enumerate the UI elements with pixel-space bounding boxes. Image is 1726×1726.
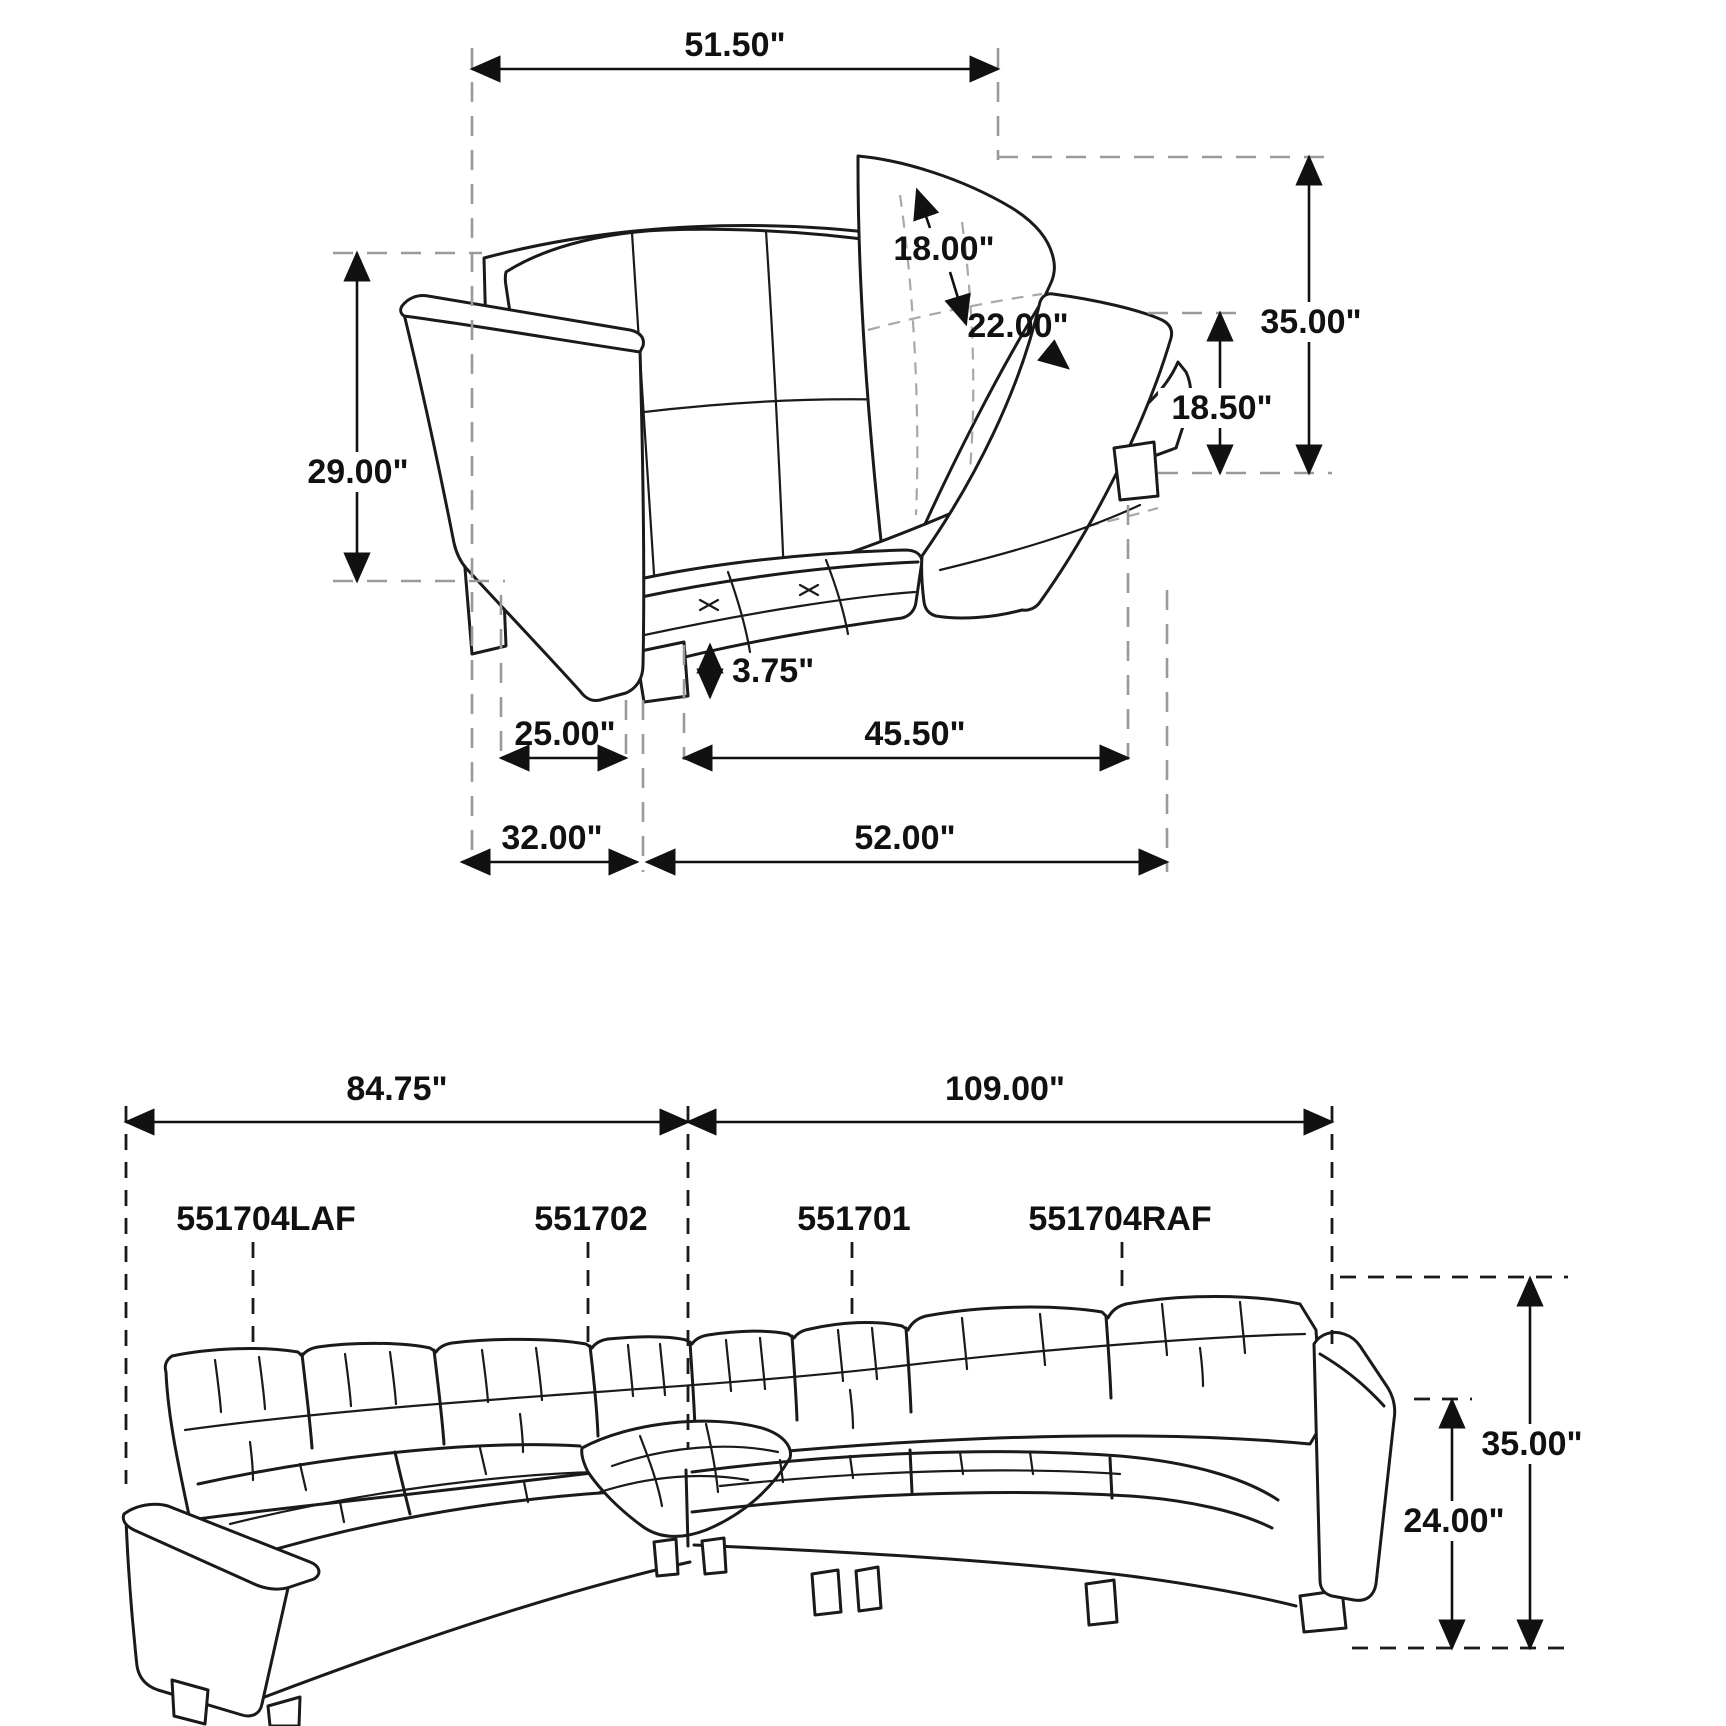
dim-right-width [688,1070,1332,1122]
dim-bottom-left [462,819,637,862]
sku-label-raf: 551704RAF [1028,1200,1212,1238]
sectional-leg [812,1570,841,1615]
dim-label-leg-height: 3.75" [732,652,815,690]
dim-arm-height [296,253,418,581]
sku-label-armless-1: 551702 [534,1200,648,1238]
dim-label-total-height: 35.00" [1260,303,1362,341]
dim-front-left [501,715,626,758]
loveseat-view [296,26,1374,872]
sectional-leg [654,1539,678,1576]
dim-label-right-width: 109.00" [944,1070,1066,1108]
dim-label-front-right: 45.50" [864,715,966,753]
sectional-leg [268,1697,300,1726]
dim-left-width [126,1070,688,1122]
dim-bottom-right [647,819,1167,862]
loveseat-drawing [401,156,1191,702]
dim-label-width-top: 51.50" [684,26,786,64]
dim-label-seat-depth: 22.00" [967,307,1069,345]
dim-leg-height [710,645,814,697]
dim-label-arm-height: 29.00" [307,453,409,491]
sectional-arm-right [1314,1332,1395,1600]
sofa-arm-left [404,314,644,701]
dim-label-back-cushion: 18.00" [893,230,995,268]
dim-label-seat-height: 18.50" [1171,389,1273,427]
sofa-leg [1114,442,1158,500]
dim-label-bottom-right: 52.00" [854,819,956,857]
sectional-leg [1086,1580,1117,1625]
sectional-labels [176,1200,1211,1238]
dim-label-sectional-height: 35.00" [1481,1425,1583,1463]
dim-label-bottom-left: 32.00" [501,819,603,857]
dim-label-left-width: 84.75" [346,1070,448,1108]
dim-label-front-left: 25.00" [514,715,616,753]
dim-overall-width [472,26,998,69]
dim-label-sectional-arm-height: 24.00" [1403,1502,1505,1540]
sectional-view [123,1070,1594,1726]
dim-front-right [684,715,1128,758]
sku-label-armless-2: 551701 [797,1200,911,1238]
dim-sectional-height [1468,1278,1594,1648]
sectional-leg [702,1538,726,1574]
sku-label-laf: 551704LAF [176,1200,356,1238]
sectional-drawing [123,1297,1394,1726]
sectional-leg [856,1567,881,1611]
